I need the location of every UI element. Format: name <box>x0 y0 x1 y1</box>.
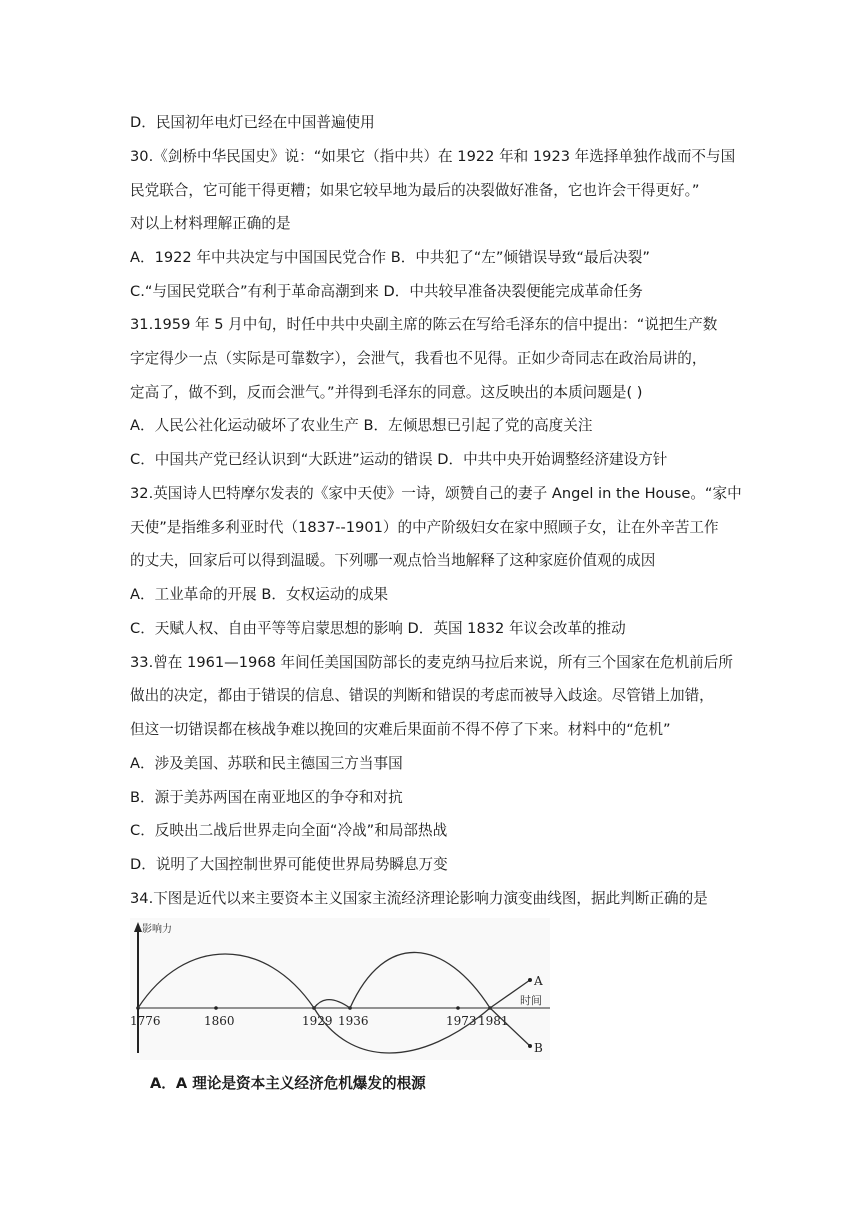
text-line: A．人民公社化运动破坏了农业生产 B．左倾思想已引起了党的高度关注 <box>130 417 593 434</box>
series-a-line <box>138 954 530 1053</box>
text-line: 对以上材料理解正确的是 <box>130 215 291 232</box>
series-a-end <box>528 978 532 982</box>
text-line: C．中国共产党已经认识到“大跃进”运动的错误 D．中共中央开始调整经济建设方针 <box>130 451 668 468</box>
text-line: 定高了，做不到，反而会泄气。”并得到毛泽东的同意。这反映出的本质问题是( ) <box>130 384 643 401</box>
text-line: 民党联合，它可能干得更糟；如果它较早地为最后的决裂做好准备，它也许会干得更好。” <box>130 182 700 199</box>
x-tick-label: 1929 <box>302 1014 333 1028</box>
text-line: C.“与国民党联合”有利于革命高潮到来 D．中共较早准备决裂便能完成革命任务 <box>130 283 643 300</box>
option-a-q34: A．A 理论是资本主义经济危机爆发的根源 <box>150 1075 426 1092</box>
text-line: C．天赋人权、自由平等等启蒙思想的影响 D．英国 1832 年议会改革的推动 <box>130 620 626 637</box>
text-line: 30.《剑桥中华民国史》说：“如果它（指中共）在 1922 年和 1923 年选择单独作战而不与国 <box>130 148 736 165</box>
text-line: D．说明了大国控制世界可能使世界局势瞬息万变 <box>130 856 448 873</box>
text-line: 33.曾在 1961—1968 年间任美国国防部长的麦克纳马拉后来说，所有三个国家在危机前后所 <box>130 654 733 671</box>
text-line: A．涉及美国、苏联和民主德国三方当事国 <box>130 755 403 772</box>
text-line: 做出的决定，都由于错误的信息、错误的判断和错误的考虑而被导入歧途。尽管错上加错， <box>130 687 714 704</box>
series-b-label: B <box>534 1041 543 1055</box>
text-line: 天使”是指维多利亚时代（1837--1901）的中产阶级妇女在家中照顾子女，让在外辛苦工作 <box>130 519 719 536</box>
series-b-end <box>528 1044 532 1048</box>
economic-theory-chart <box>130 918 550 1060</box>
text-line: A．工业革命的开展 B．女权运动的成果 <box>130 586 389 603</box>
x-tick-label: 1936 <box>338 1014 369 1028</box>
series-a-label: A <box>534 974 543 988</box>
y-axis-arrow <box>134 922 142 932</box>
text-line: C．反映出二战后世界走向全面“冷战”和局部热战 <box>130 822 448 839</box>
text-line: 34.下图是近代以来主要资本主义国家主流经济理论影响力演变曲线图，据此判断正确的是 <box>130 890 708 907</box>
x-tick-label: 1776 <box>130 1014 161 1028</box>
text-line: A．1922 年中共决定与中国国民党合作 B．中共犯了“左”倾错误导致“最后决裂” <box>130 249 650 266</box>
text-line: 但这一切错误都在核战争难以挽回的灾难后果面前不得不停了下来。材料中的“危机” <box>130 721 671 738</box>
text-line: 字定得少一点（实际是可靠数字），会泄气，我看也不见得。正如少奇同志在政治局讲的， <box>130 350 707 367</box>
x-tick <box>456 1006 460 1010</box>
y-axis-label: 影响力 <box>142 924 172 935</box>
text-line: D．民国初年电灯已经在中国普遍使用 <box>130 114 375 131</box>
text-line: 的丈夫，回家后可以得到温暖。下列哪一观点恰当地解释了这种家庭价值观的成因 <box>130 552 656 569</box>
x-tick-label: 1981 <box>478 1014 509 1028</box>
x-tick-label: 1860 <box>204 1014 235 1028</box>
x-axis-label: 时间 <box>520 994 542 1007</box>
series-b-line <box>314 952 530 1046</box>
text-line: 32.英国诗人巴特摩尔发表的《家中天使》一诗，颂赞自己的妻子 Angel in the House。“家中 <box>130 485 742 502</box>
text-line: B．源于美苏两国在南亚地区的争夺和对抗 <box>130 789 403 806</box>
x-tick-label: 1973 <box>446 1014 477 1028</box>
x-tick <box>214 1006 218 1010</box>
text-line: 31.1959 年 5 月中旬，时任中共中央副主席的陈云在写给毛泽东的信中提出：“说把生产数 <box>130 316 718 333</box>
